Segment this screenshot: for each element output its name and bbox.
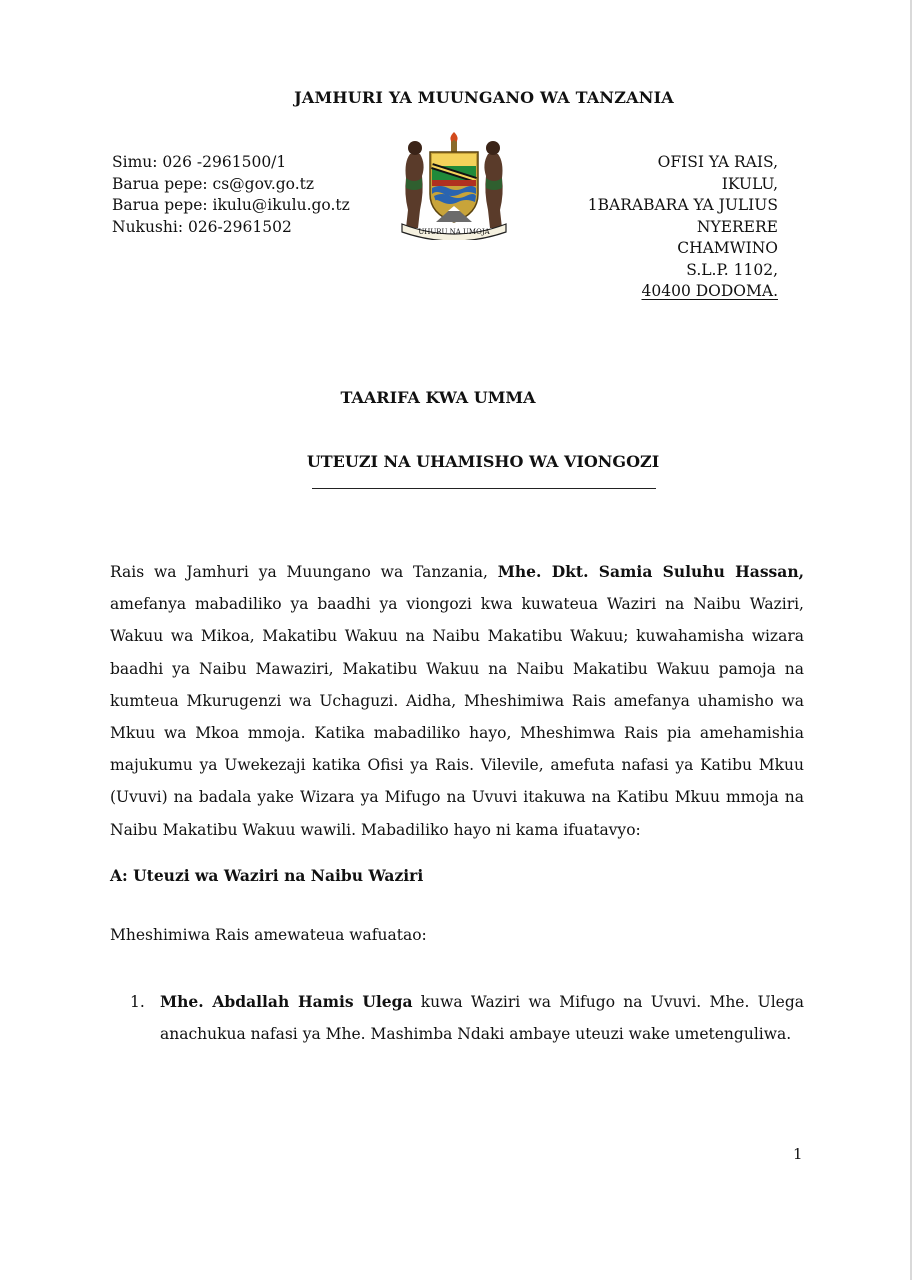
appointment-description: kuwa Waziri wa Mifugo na Uvuvi. Mhe. Ulega anachukua nafasi ya Mhe. Mashimba Ndaki ambaye uteuzi wake umetenguliwa. [160, 993, 805, 1044]
intro-text-after: amefanya mabadiliko ya baadhi ya viongozi kwa kuwateua Waziri na Naibu Waziri, Wakuu wa Mikoa, Makatibu Wakuu na Naibu Makatibu Wakuu; kuwahamisha wizara baadhi ya Naibu Mawaziri, Makatibu Wakuu na Naibu Makatibu Wakuu pamoja na kumteua Mkurugenzi wa Uchaguzi. Aidha, Mheshimiwa Rais amefanya uhamisho wa Mkuu wa Mkoa mmoja. Katika mabadiliko hayo, Mheshimwa Rais pia amehamishia majukumu ya Uwekezaji katika Ofisi ya Rais. Vilevile, amefuta nafasi ya Katibu Mkuu (Uvuvi) na badala yake Wizara ya Mifugo na Uvuvi itakuwa na Katibu Mkuu mmoja na Naibu Makatibu Wakuu wawili. Mabadiliko hayo ni kama ifuatavyo: [110, 595, 804, 839]
contact-email-ikulu: Barua pepe: ikulu@ikulu.go.tz [112, 196, 350, 214]
contact-fax: Nukushi: 026-2961502 [112, 217, 292, 236]
list-item-text [160, 986, 804, 1050]
page-number: 1 [793, 1145, 803, 1163]
section-a-title: A: Uteuzi wa Waziri na Naibu Waziri [110, 866, 424, 885]
notice-heading: TAARIFA KWA UMMA [340, 388, 536, 407]
appointment-list [130, 986, 804, 1050]
address-block [458, 152, 778, 303]
contact-block [112, 152, 392, 238]
address-ikulu: IKULU, [721, 174, 778, 193]
intro-text-before: Rais wa Jamhuri ya Muungano wa Tanzania, [110, 563, 498, 581]
appointee-name: Mhe. Abdallah Hamis Ulega [160, 992, 413, 1011]
intro-paragraph [110, 556, 804, 846]
address-office: OFISI YA RAIS, [657, 153, 778, 171]
address-street: 1BARABARA YA JULIUS [587, 196, 778, 214]
contact-phone: Simu: 026 -2961500/1 [112, 153, 287, 171]
section-a-intro: Mheshimiwa Rais amewateua wafuatao: [110, 926, 427, 944]
country-title: JAMHURI YA MUUNGANO WA TANZANIA [294, 88, 674, 107]
address-town: CHAMWINO [677, 239, 778, 257]
heading-underline [312, 488, 656, 489]
president-name: Mhe. Dkt. Samia Suluhu Hassan, [497, 562, 804, 581]
list-item-number: 1. [130, 993, 145, 1011]
contact-email-cs: Barua pepe: cs@gov.go.tz [112, 174, 315, 193]
address-street-2: NYERERE [696, 217, 778, 236]
address-po-box: S.L.P. 1102, [686, 260, 778, 279]
svg-text:UHURU NA UMOJA: UHURU NA UMOJA [418, 228, 490, 236]
list-item [130, 986, 804, 1050]
subject-heading: UTEUZI NA UHAMISHO WA VIONGOZI [306, 452, 660, 471]
address-city: 40400 DODOMA. [641, 282, 778, 300]
